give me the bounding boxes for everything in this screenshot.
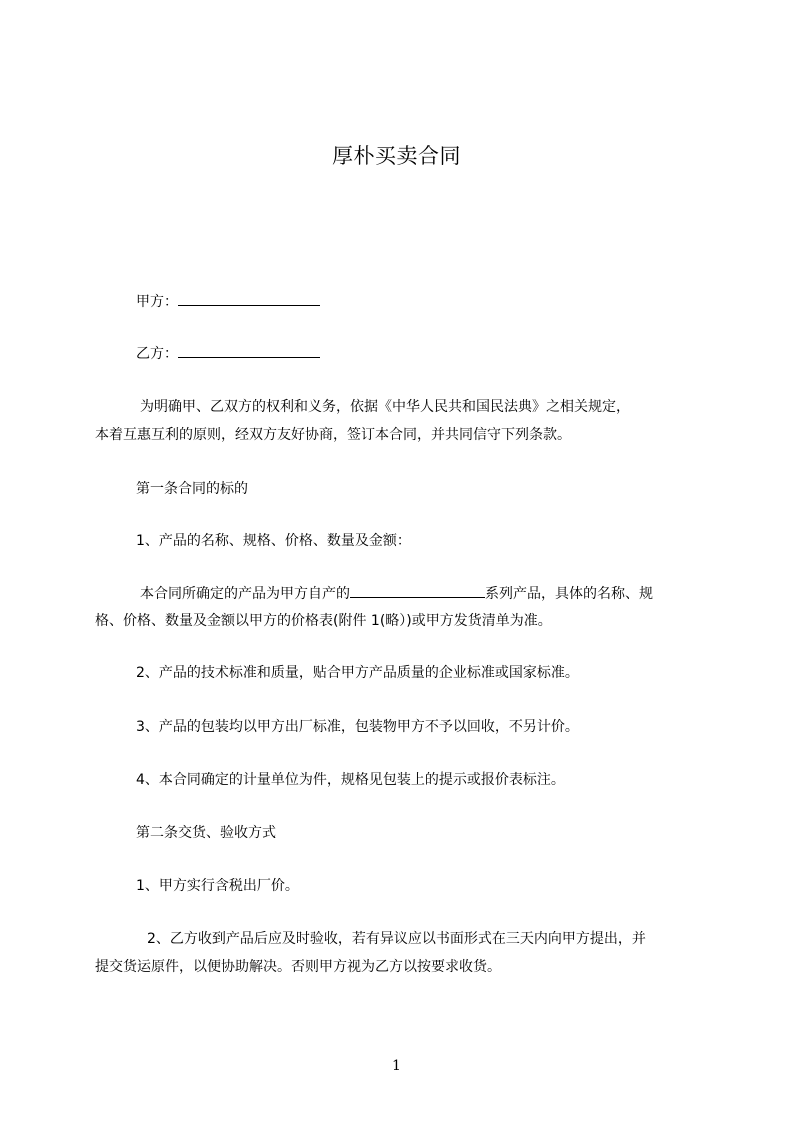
item-2-2-line-1: 2、乙方收到产品后应及时验收，若有异议应以书面形式在三天内向甲方提出，并 (147, 931, 646, 947)
party-b-blank (178, 343, 320, 358)
party-a-label: 甲方： (136, 294, 178, 310)
item-1-1: 1、产品的名称、规格、价格、数量及金额： (136, 533, 411, 549)
item-2-2-line-2: 提交货运原件，以便协助解决。否则甲方视为乙方以按要求收货。 (95, 959, 501, 975)
contract-title: 厚朴买卖合同 (332, 144, 461, 168)
party-a-line (136, 291, 320, 312)
item-1-1-detail-line-2: 格、价格、数量及金额以甲方的价格表(附件 1(略）)或甲方发货清单为准。 (95, 613, 552, 629)
preamble-line-1: 为明确甲、乙双方的权利和义务，依据《中华人民共和国民法典》之相关规定， (140, 399, 630, 415)
party-b-line (136, 343, 320, 364)
item-1-2: 2、产品的技术标准和质量，贴合甲方产品质量的企业标准或国家标准。 (136, 665, 579, 681)
item-1-1-detail-post: 系列产品，具体的名称、规 (485, 586, 653, 602)
party-a-blank (178, 291, 320, 306)
item-1-3: 3、产品的包装均以甲方出厂标准，包装物甲方不予以回收，不另计价。 (136, 719, 579, 735)
article-1-heading: 第一条合同的标的 (136, 481, 248, 497)
preamble-line-2: 本着互惠互利的原则，经双方友好协商，签订本合同，并共同信守下列条款。 (95, 427, 571, 443)
item-1-1-detail-line-1 (140, 583, 653, 604)
item-1-4: 4、本合同确定的计量单位为件，规格见包装上的提示或报价表标注。 (136, 772, 565, 788)
party-b-label: 乙方： (136, 346, 178, 362)
item-2-1: 1、甲方实行含税出厂价。 (136, 878, 299, 894)
item-1-1-detail-pre: 本合同所确定的产品为甲方自产的 (140, 586, 350, 602)
article-2-heading: 第二条交货、验收方式 (136, 825, 276, 841)
product-series-blank (350, 583, 485, 598)
page-number: 1 (392, 1058, 401, 1074)
